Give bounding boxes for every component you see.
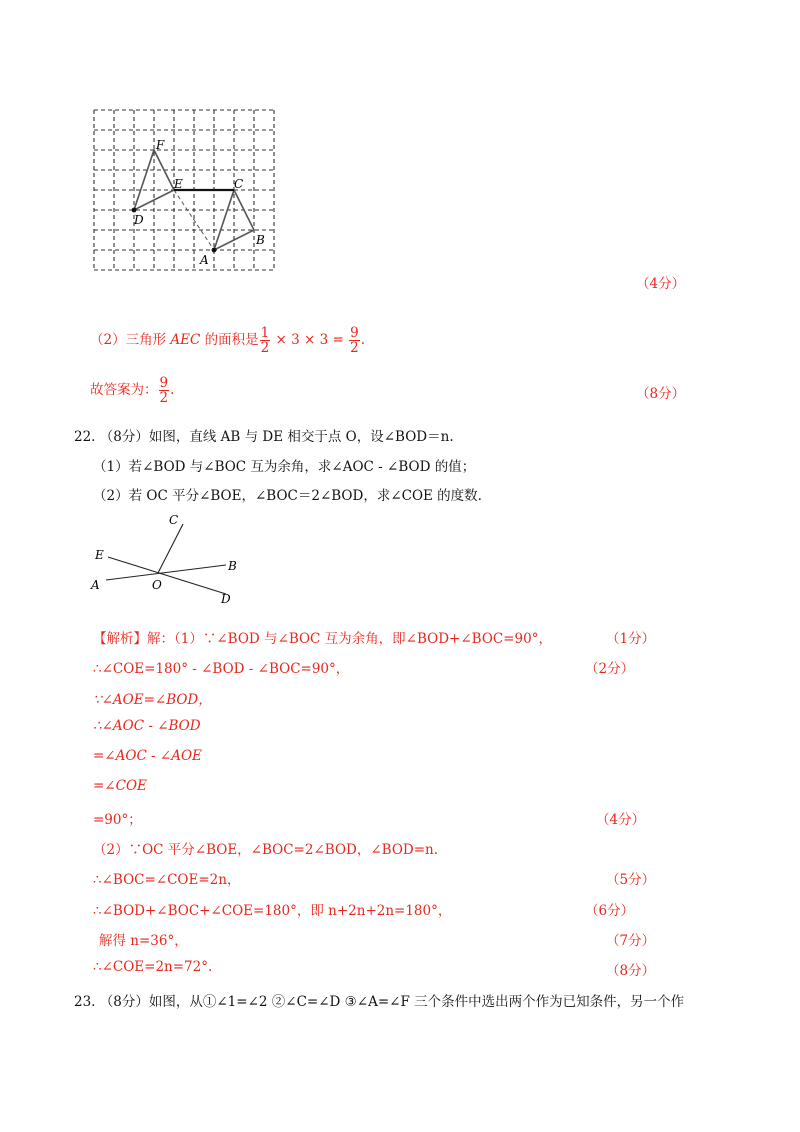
q21-mark-2: （8分） xyxy=(636,386,686,402)
q21-answer-prefix: 故答案为： xyxy=(90,382,158,398)
solution-mark-2: （2分） xyxy=(585,661,635,677)
solution-line-11: 解得 n=36°， xyxy=(99,933,188,949)
solution-mark-9: （5分） xyxy=(606,872,656,888)
solution-line-12: ∴∠COE=2n=72°. xyxy=(93,959,213,975)
q22-number: 22. xyxy=(74,429,96,445)
q21-fraction-2: $\frac{9}{2}$ xyxy=(350,324,359,356)
point-label-A: A xyxy=(200,253,209,267)
q21-part2-prefix: （2）三角形 xyxy=(90,332,171,348)
solution-line-10: ∴∠BOD+∠BOC+∠COE=180°，即 n+2n+2n=180°， xyxy=(93,903,452,919)
solution-mark-12: （8分） xyxy=(606,963,656,979)
q22-label-E: E xyxy=(95,548,104,562)
solution-mark-7: （4分） xyxy=(596,812,646,828)
q22-label-B: B xyxy=(228,559,237,573)
q22-sub1: （1）若∠BOD 与∠BOC 互为余角，求∠AOC - ∠BOD 的值； xyxy=(93,459,476,475)
q21-part2-line: （2）三角形 AEC 的面积是 $\frac{1}{2}$ × 3 × 3 = $\frac{9}{2}$ . xyxy=(90,324,365,356)
solution-line-8: （2）∵OC 平分∠BOE，∠BOC=2∠BOD，∠BOD=n. xyxy=(93,842,439,858)
solution-line-3: ∵∠AOE=∠BOD， xyxy=(93,692,212,708)
solution-line-6: =∠COE xyxy=(93,778,147,794)
grid-triangle-figure xyxy=(88,104,284,276)
solution-line-1: 【解析】解：（1）∵∠BOD 与∠BOC 互为余角，即∠BOD+∠BOC=90°， xyxy=(93,631,552,647)
q23-text: （8分）如图，从①∠1=∠2 ②∠C=∠D ③∠A=∠F 三个条件中选出两个作为已知条件，另一个作 xyxy=(99,994,685,1010)
q21-answer-line: 故答案为： $\frac{9}{2}$ . xyxy=(90,374,175,406)
solution-line-2: ∴∠COE=180° - ∠BOD - ∠BOC=90°， xyxy=(93,661,350,677)
q23-line xyxy=(74,990,684,1010)
q21-answer-fraction: $\frac{9}{2}$ xyxy=(159,374,169,406)
q22-sub2: （2）若 OC 平分∠BOE，∠BOC＝2∠BOD，求∠COE 的度数. xyxy=(93,488,482,504)
point-label-D: D xyxy=(134,213,144,227)
q23-number: 23. xyxy=(74,994,96,1010)
point-label-F: F xyxy=(156,138,165,152)
q21-part2-expr: × 3 × 3 = xyxy=(271,332,349,348)
point-label-B: B xyxy=(256,233,265,247)
q22-label-A: A xyxy=(91,578,100,592)
q21-part2-mid: 的面积是 xyxy=(200,332,259,348)
solution-line-5: =∠AOC - ∠AOE xyxy=(93,748,202,764)
q22-stem: 如图，直线 AB 与 DE 相交于点 O，设∠BOD＝n. xyxy=(148,429,454,445)
q22-label-C: C xyxy=(169,513,179,527)
q22-angle-figure xyxy=(86,508,246,608)
point-label-E: E xyxy=(174,177,183,191)
point-label-C: C xyxy=(234,177,244,191)
solution-line-9: ∴∠BOC=∠COE=2n， xyxy=(93,872,241,888)
solution-mark-10: （6分） xyxy=(585,903,635,919)
solution-mark-1: （1分） xyxy=(606,631,656,647)
q22-label-D: D xyxy=(221,592,231,606)
solution-mark-11: （7分） xyxy=(606,933,656,949)
solution-line-4: ∴∠AOC - ∠BOD xyxy=(93,718,201,734)
solution-line-7: =90°； xyxy=(93,812,142,828)
q21-fraction-1: $\frac{1}{2}$ xyxy=(260,324,270,356)
q22-stem-line xyxy=(74,425,454,445)
q22-label-O: O xyxy=(152,578,162,592)
q21-part2-var: AEC xyxy=(170,332,201,348)
q21-mark-1: （4分） xyxy=(636,276,686,292)
q22-score: （8分） xyxy=(99,429,149,445)
